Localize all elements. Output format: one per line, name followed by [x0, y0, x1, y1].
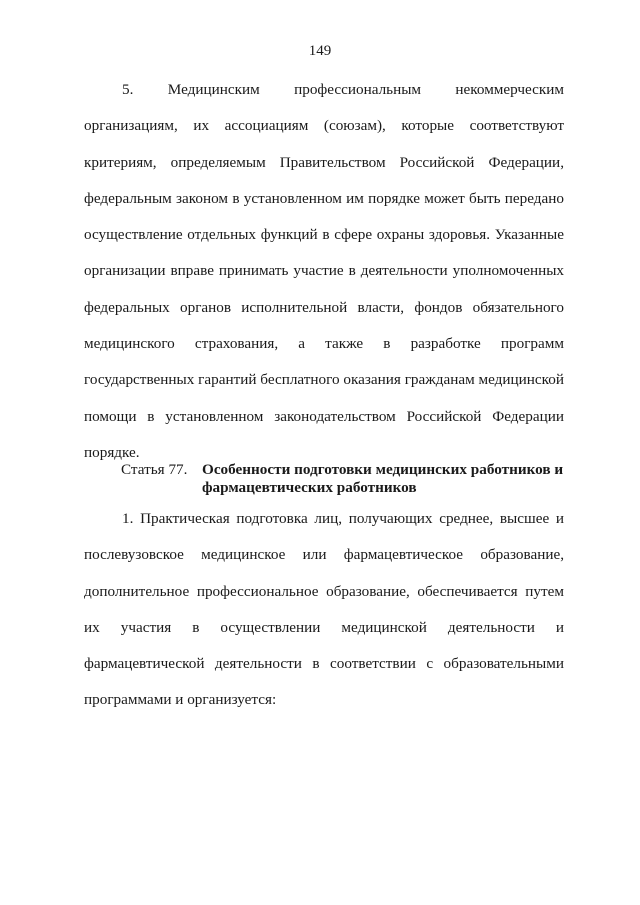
page-number: 149	[308, 43, 332, 59]
paragraph-5: 5. Медицинским профессиональным некоммерческим организациям, их ассоциациям (союзам), которые соответствуют критериям, определяемым Правительством Российской Федерации, федеральным законом в установленном им порядке может быть передано осуществление отдельных функций в сфере охраны здоровья. Указанные организации вправе принимать участие в деятельности уполномоченных федеральных органов исполнительной власти, фондов обязательного медицинского страхования, а также в разработке программ государственных гарантий бесплатного оказания гражданам медицинской помощи в установленном законодательством Российской Федерации порядке.	[84, 81, 564, 461]
paragraph-1: 1. Практическая подготовка лиц, получающих среднее, высшее и послевузовское медицинское или фармацевтическое образование, дополнительное профессиональное образование, обеспечивается путем их участия в осуществлении медицинской деятельности и фармацевтической деятельности в соответствии с образовательными программами и организуется:	[84, 510, 564, 709]
article-title: Особенности подготовки медицинских работников и фармацевтических работников	[202, 461, 564, 496]
article-label: Статья 77.	[121, 461, 188, 478]
